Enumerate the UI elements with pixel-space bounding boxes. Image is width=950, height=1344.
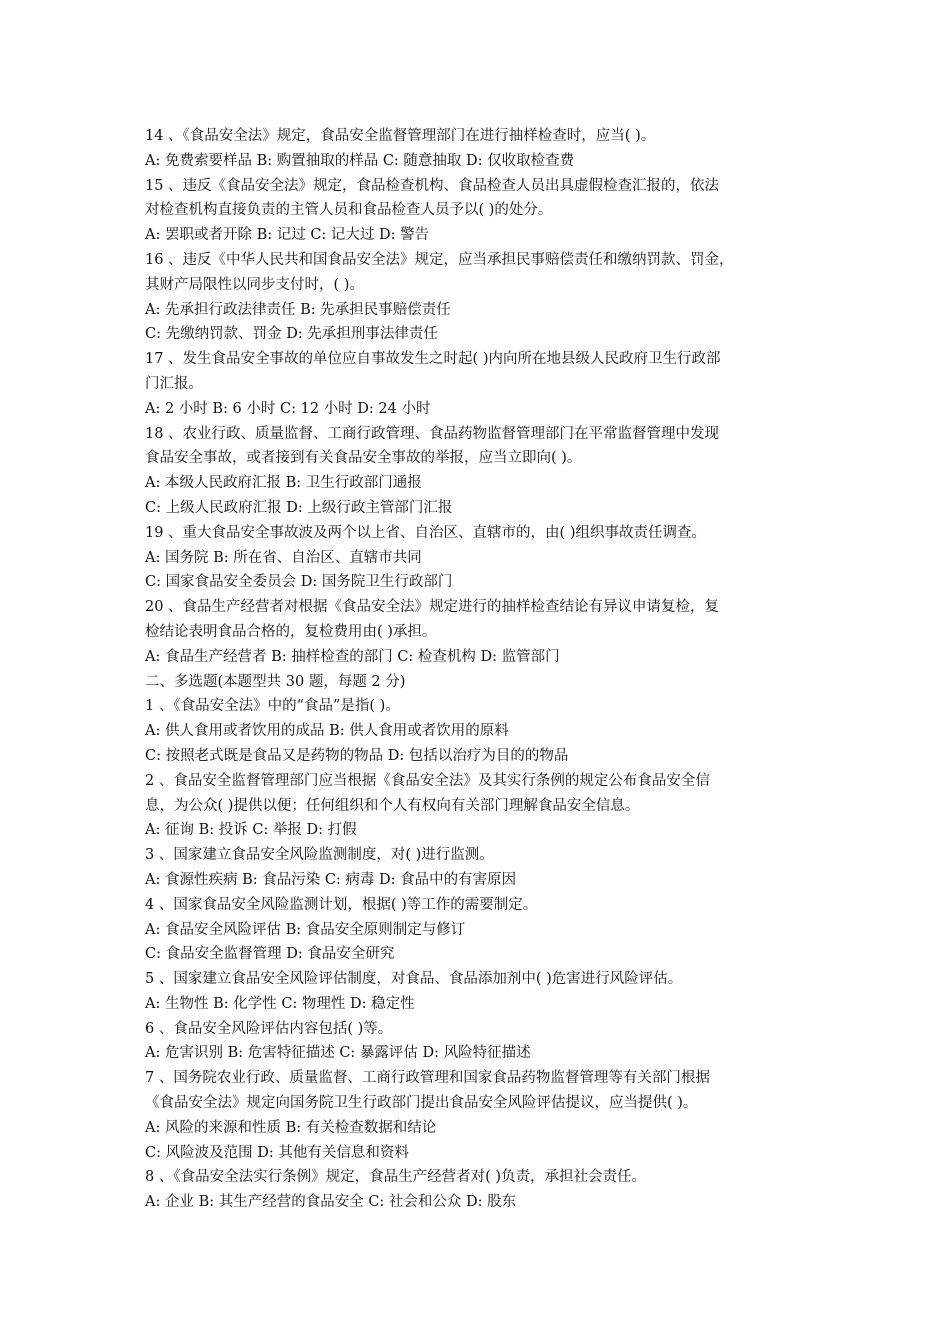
text-line: A: 企业 B: 其生产经营的食品安全 C: 社会和公众 D: 股东 xyxy=(145,1194,517,1211)
text-line: A: 食源性疾病 B: 食品污染 C: 病毒 D: 食品中的有害原因 xyxy=(145,871,517,888)
document-body xyxy=(145,124,825,1215)
text-line: 4 、国家食品安全风险监测计划，根据( )等工作的需要制定。 xyxy=(145,896,538,913)
text-line: A: 供人食用或者饮用的成品 B: 供人食用或者饮用的原料 xyxy=(145,723,509,740)
text-line: 15 、违反《食品安全法》规定，食品检查机构、食品检查人员出具虚假检查汇报的，依法 xyxy=(145,177,720,194)
text-line: A: 本级人民政府汇报 B: 卫生行政部门通报 xyxy=(145,475,422,492)
text-line: 20 、食品生产经营者对根据《食品安全法》规定进行的抽样检查结论有异议申请复检，复 xyxy=(145,599,720,616)
text-line: 8 、《食品安全法实行条例》规定，食品生产经营者对( )负责，承担社会责任。 xyxy=(145,1169,647,1186)
text-line: C: 国家食品安全委员会 D: 国务院卫生行政部门 xyxy=(145,574,453,591)
text-line: 14 、《食品安全法》规定，食品安全监督管理部门在进行抽样检查时，应当( )。 xyxy=(145,128,656,144)
text-line: 1 、《食品安全法》中的“食品”是指( )。 xyxy=(145,698,400,715)
text-line: 17 、发生食品安全事故的单位应自事故发生之时起( )内向所在地县级人民政府卫生行政部 xyxy=(145,351,721,368)
text-line: 6 、食品安全风险评估内容包括( )等。 xyxy=(145,1020,393,1037)
text-line: 食品安全事故，或者接到有关食品安全事故的举报，应当立即向( )。 xyxy=(145,450,582,467)
text-line: A: 免费索要样品 B: 购置抽取的样品 C: 随意抽取 D: 仅收取检查费 xyxy=(145,152,575,169)
section-heading: 二、多选题(本题型共 30 题，每题 2 分) xyxy=(145,673,406,690)
text-line: 7 、国务院农业行政、质量监督、工商行政管理和国家食品药物监督管理等有关部门根据 xyxy=(145,1070,710,1087)
text-line: 18 、农业行政、质量监督、工商行政管理、食品药物监督管理部门在平常监督管理中发现 xyxy=(145,425,720,442)
text-line: 16 、违反《中华人民共和国食品安全法》规定，应当承担民事赔偿责任和缴纳罚款、罚金， xyxy=(145,251,734,268)
text-line: C: 风险波及范围 D: 其他有关信息和资料 xyxy=(145,1144,409,1161)
text-line: A: 罢职或者开除 B: 记过 C: 记大过 D: 警告 xyxy=(145,227,430,244)
text-line: 19 、重大食品安全事故波及两个以上省、自治区、直辖市的，由( )组织事故责任调查。 xyxy=(145,524,706,541)
text-line: 3 、国家建立食品安全风险监测制度，对( )进行监测。 xyxy=(145,847,494,864)
text-line: A: 征询 B: 投诉 C: 举报 D: 打假 xyxy=(145,822,357,839)
text-line: A: 先承担行政法律责任 B: 先承担民事赔偿责任 xyxy=(145,301,451,318)
text-line: C: 上级人民政府汇报 D: 上级行政主管部门汇报 xyxy=(145,499,453,516)
text-line: 2 、食品安全监督管理部门应当根据《食品安全法》及其实行条例的规定公布食品安全信 xyxy=(145,772,710,789)
text-line: 息，为公众( )提供以便；任何组织和个人有权向有关部门理解食品安全信息。 xyxy=(145,797,640,814)
text-line: 5 、国家建立食品安全风险评估制度，对食品、食品添加剂中( )危害进行风险评估。 xyxy=(145,971,683,988)
text-line: A: 国务院 B: 所在省、自治区、直辖市共同 xyxy=(145,549,422,566)
text-line: C: 按照老式既是食品又是药物的物品 D: 包括以治疗为目的的物品 xyxy=(145,747,569,764)
text-line: A: 风险的来源和性质 B: 有关检查数据和结论 xyxy=(145,1119,437,1136)
text-line: 《食品安全法》规定向国务院卫生行政部门提出食品安全风险评估提议，应当提供( )。 xyxy=(145,1095,698,1112)
text-line: 对检查机构直接负责的主管人员和食品检查人员予以( )的处分。 xyxy=(145,202,553,219)
text-line: A: 食品安全风险评估 B: 食品安全原则制定与修订 xyxy=(145,921,466,938)
text-line: C: 食品安全监督管理 D: 食品安全研究 xyxy=(145,946,395,963)
text-line: 检结论表明食品合格的，复检费用由( )承担。 xyxy=(145,623,437,640)
text-line: 其财产局限性以同步支付时，( )。 xyxy=(145,276,364,293)
text-line: A: 生物性 B: 化学性 C: 物理性 D: 稳定性 xyxy=(145,995,415,1012)
text-line: 门汇报。 xyxy=(145,375,203,392)
text-line: A: 食品生产经营者 B: 抽样检查的部门 C: 检查机构 D: 监管部门 xyxy=(145,648,560,665)
text-line: A: 危害识别 B: 危害特征描述 C: 暴露评估 D: 风险特征描述 xyxy=(145,1045,531,1062)
text-line: C: 先缴纳罚款、罚金 D: 先承担刑事法律责任 xyxy=(145,326,438,343)
text-line: A: 2 小时 B: 6 小时 C: 12 小时 D: 24 小时 xyxy=(145,400,431,417)
